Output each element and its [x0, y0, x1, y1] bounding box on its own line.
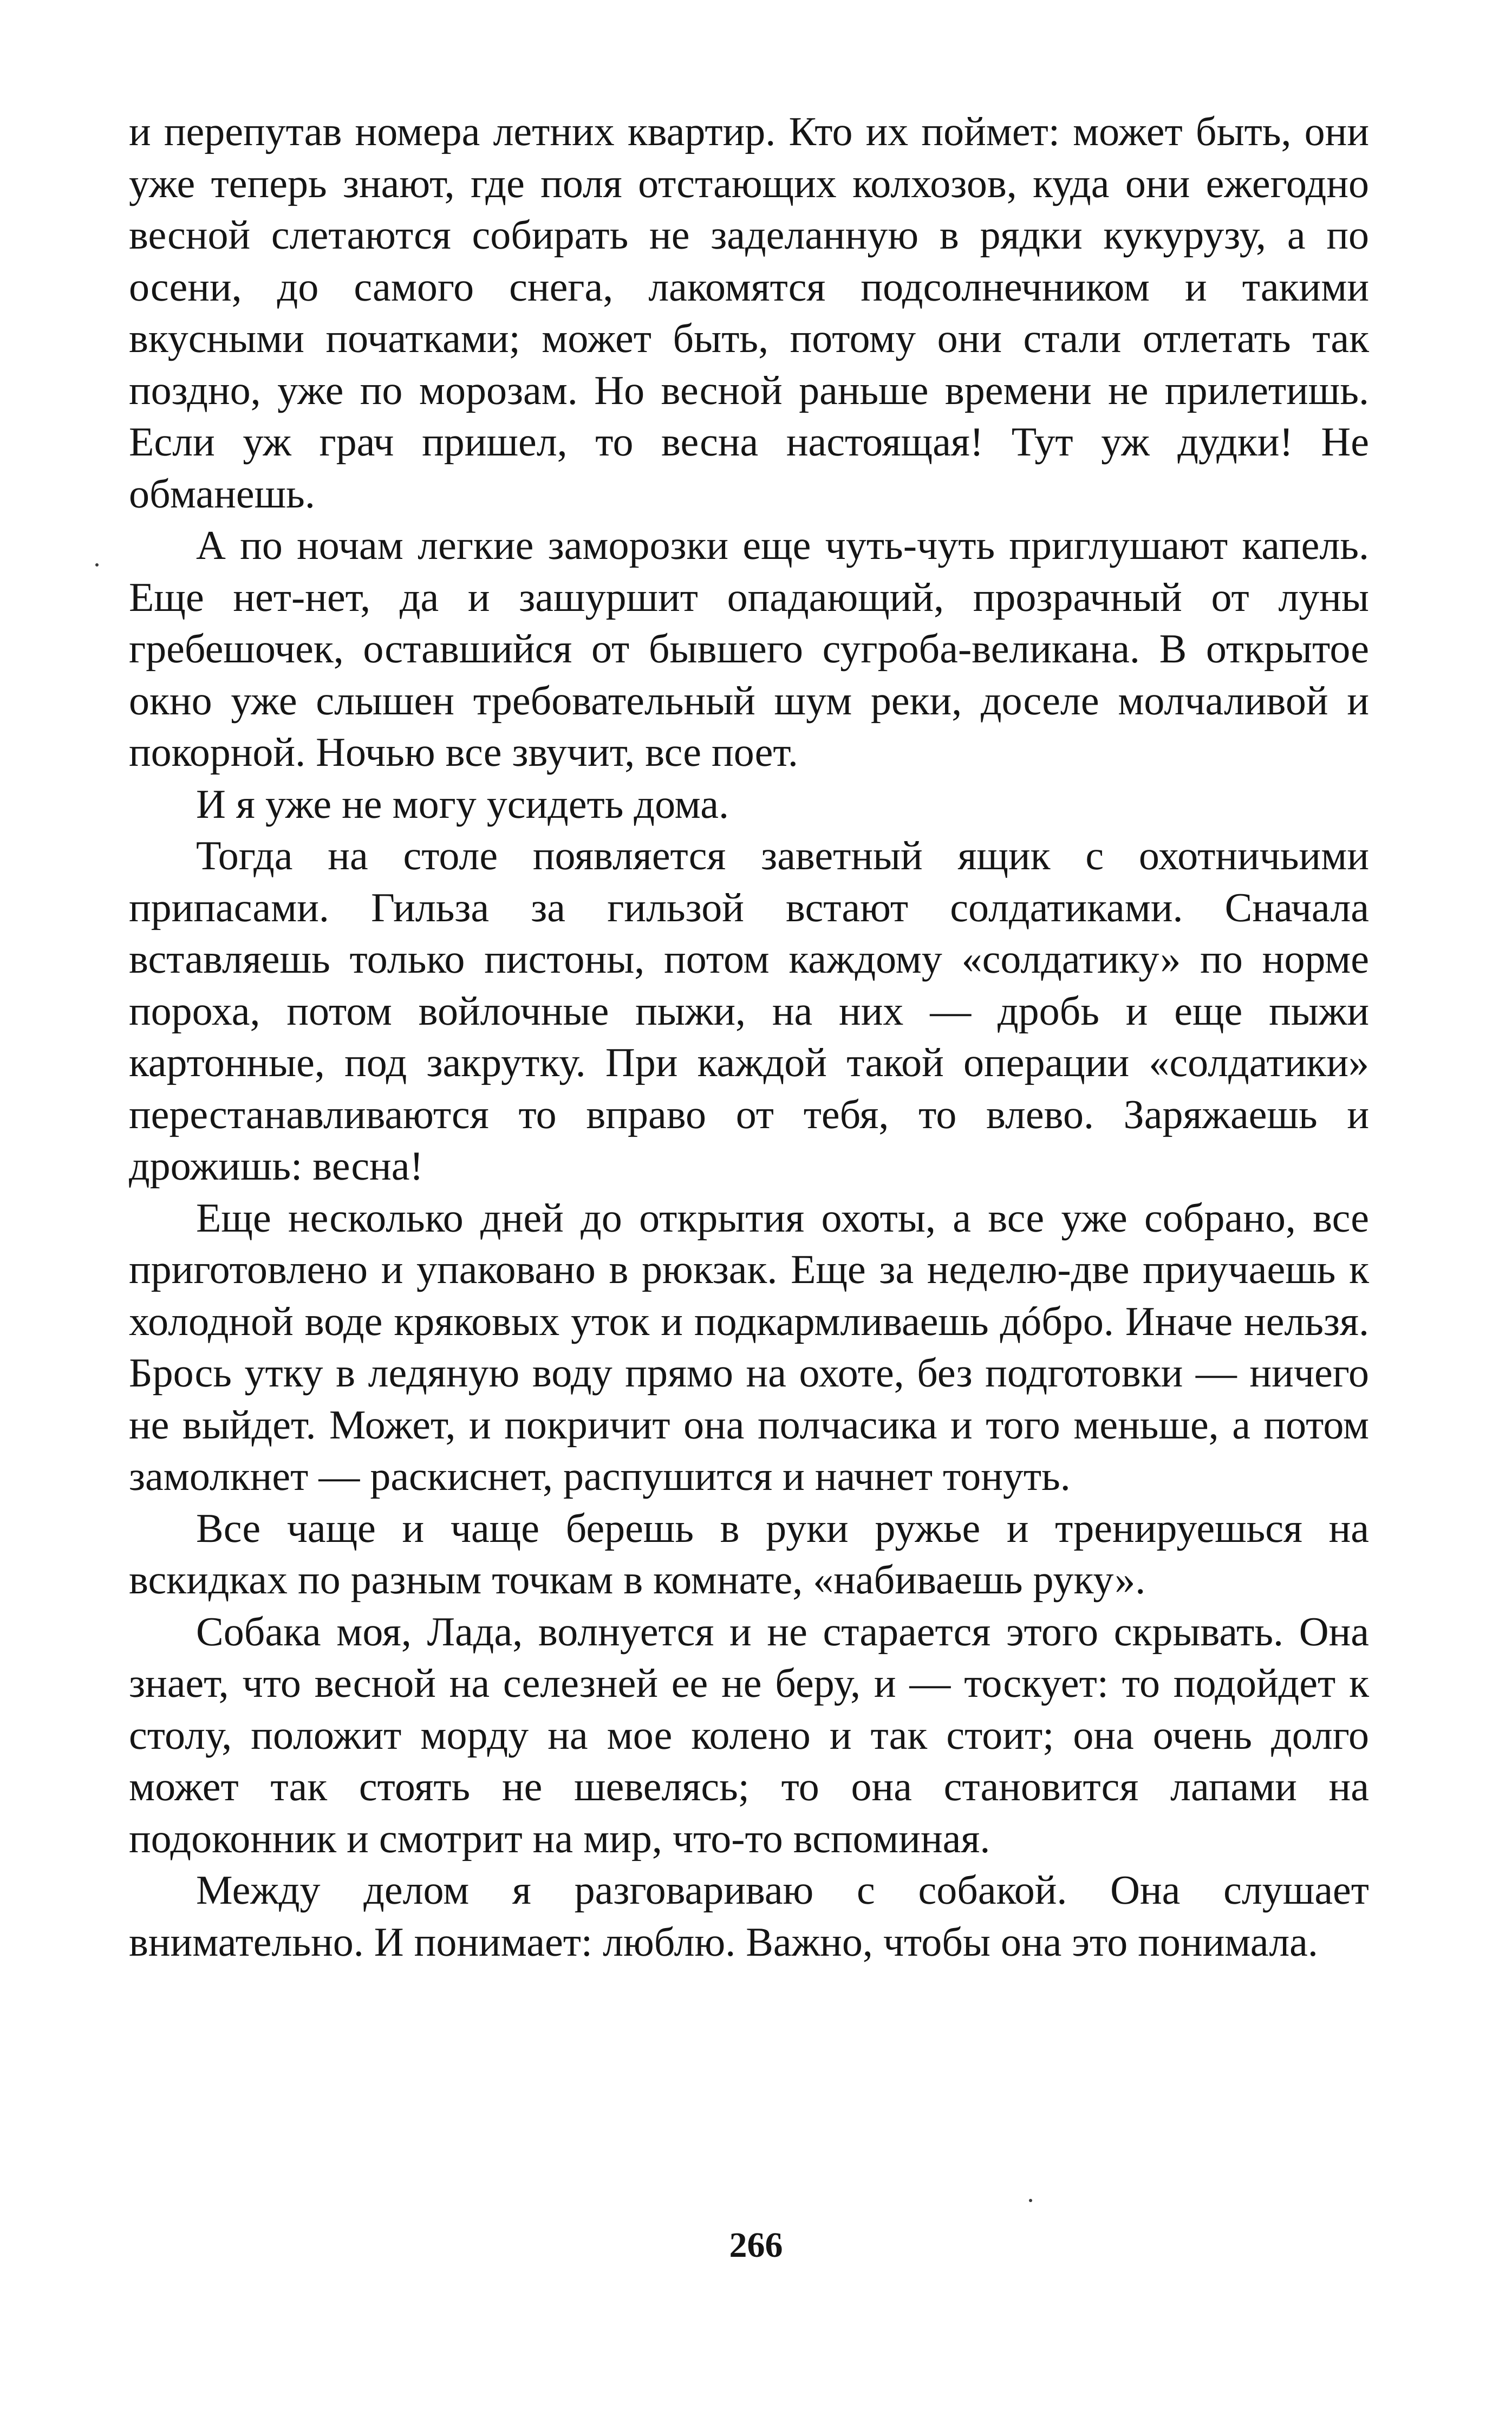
paragraph: Тогда на столе появляется заветный ящик с охотничьими припасами. Гильза за гильзой встают солдатиками. Сначала вставляешь только пистоны, потом каждому «солдатику» по норме пороха, потом войлочные пыжи, на них — дробь и еще пыжи картонные, под закрутку. При каждой такой операции «солдатики» перестанавливаются то вправо от тебя, то влево. Заряжаешь и дрожишь: весна! [129, 833, 1369, 1189]
paragraph: А по ночам легкие заморозки еще чуть-чуть приглушают капель. Еще нет-нет, да и зашуршит опадающий, прозрачный от луны гребешочек, оставшийся от бывшего сугроба-великана. В открытое окно уже слышен требовательный шум реки, доселе молчаливой и покорной. Ночью все звучит, все поет. [129, 523, 1369, 775]
paragraph: Еще несколько дней до открытия охоты, а все уже собрано, все приготовлено и упаковано в рюкзак. Еще за неделю-две приучаешь к холодной воде кряковых уток и подкармливаешь дóбро. Иначе нельзя. Брось утку в ледяную воду прямо на охоте, без подготовки — ничего не выйдет. Может, и покричит она полчасика и того меньше, а потом замолкнет — раскиснет, распушится и начнет тонуть. [129, 1195, 1369, 1499]
body-text [129, 106, 1369, 1968]
print-speck [95, 563, 99, 567]
paragraph: Между делом я разговариваю с собакой. Она слушает внимательно. И понимает: люблю. Важно, чтобы она это понимала. [129, 1867, 1369, 1965]
paragraph: и перепутав номера летних квартир. Кто их поймет: может быть, они уже теперь знают, где поля отстающих колхозов, куда они ежегодно весной слетаются собирать не заделанную в рядки кукурузу, а по осени, до самого снега, лакомятся подсолнечником и такими вкусными початками; может быть, потому они стали отлетать так поздно, уже по морозам. Но весной раньше времени не прилетишь. Если уж грач пришел, то весна настоящая! Тут уж дудки! Не обманешь. [129, 109, 1369, 517]
page-number: 266 [729, 2225, 783, 2265]
paragraph: Собака моя, Лада, волнуется и не старается этого скрывать. Она знает, что весной на селезней ее не беру, и — тоскует: то подойдет к столу, положит морду на мое колено и так стоит; она очень долго может так стоять не шевелясь; то она становится лапами на подоконник и смотрит на мир, что-то вспоминая. [129, 1609, 1369, 1861]
print-speck [1029, 2199, 1032, 2202]
paragraph: Все чаще и чаще берешь в руки ружье и тренируешься на вскидках по разным точкам в комнате, «набиваешь руку». [129, 1505, 1369, 1603]
paragraph: И я уже не могу усидеть дома. [196, 781, 729, 827]
